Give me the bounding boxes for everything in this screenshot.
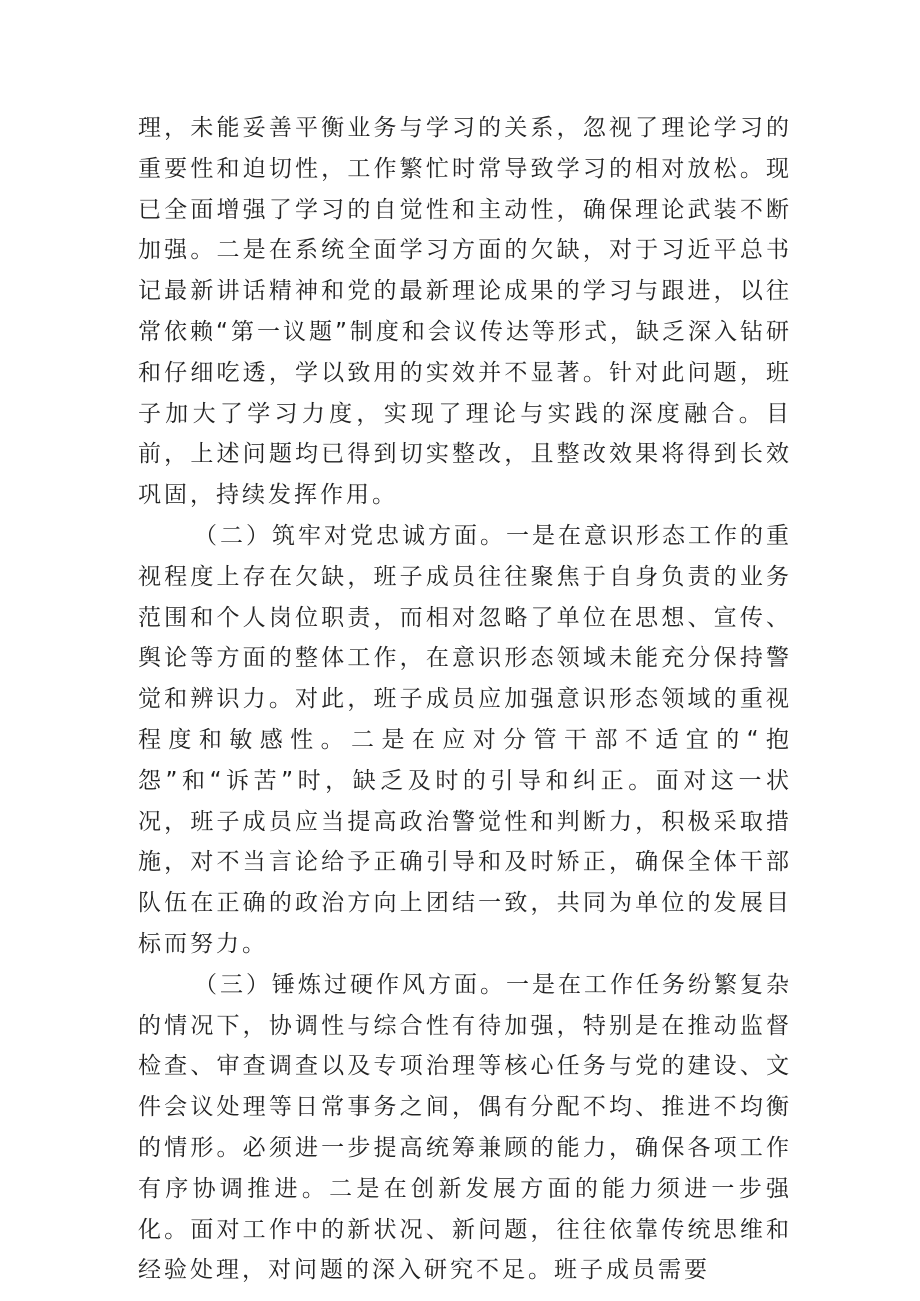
paragraph-section-3: （三）锤炼过硬作风方面。一是在工作任务纷繁复杂的情况下，协调性与综合性有待加强，特别是在推动监督检查、审查调查以及专项治理等核心任务与党的建设、文件会议处理等日常事务之间，偶有分配不均、推进不均衡的情形。必须进一步提高统筹兼顾的能力，确保各项工作有序协调推进。二是在创新发展方面的能力须进一步强化。面对工作中的新状况、新问题，往往依靠传统思维和经验处理，对问题的深入研究不足。班子成员需要: [138, 971, 792, 1284]
paragraph-continuation: 理，未能妥善平衡业务与学习的关系，忽视了理论学习的重要性和迫切性，工作繁忙时常导致学习的相对放松。现已全面增强了学习的自觉性和主动性，确保理论武装不断加强。二是在系统全面学习方面的欠缺，对于习近平总书记最新讲话精神和党的最新理论成果的学习与跟进，以往常依赖“第一议题”制度和会议传达等形式，缺乏深入钻研和仔细吃透，学以致用的实效并不显著。针对此问题，班子加大了学习力度，实现了理论与实践的深度融合。目前，上述问题均已得到切实整改，且整改效果将得到长效巩固，持续发挥作用。: [138, 115, 792, 509]
document-body: [138, 108, 792, 1291]
paragraph-section-2: （二）筑牢对党忠诚方面。一是在意识形态工作的重视程度上存在欠缺，班子成员往往聚焦于自身负责的业务范围和个人岗位职责，而相对忽略了单位在思想、宣传、舆论等方面的整体工作，在意识形态领域未能充分保持警觉和辨识力。对此，班子成员应加强意识形态领域的重视程度和敏感性。二是在应对分管干部不适宜的“抱怨”和“诉苦”时，缺乏及时的引导和纠正。面对这一状况，班子成员应当提高政治警觉性和判断力，积极采取措施，对不当言论给予正确引导和及时矫正，确保全体干部队伍在正确的政治方向上团结一致，共同为单位的发展目标而努力。: [138, 522, 792, 957]
